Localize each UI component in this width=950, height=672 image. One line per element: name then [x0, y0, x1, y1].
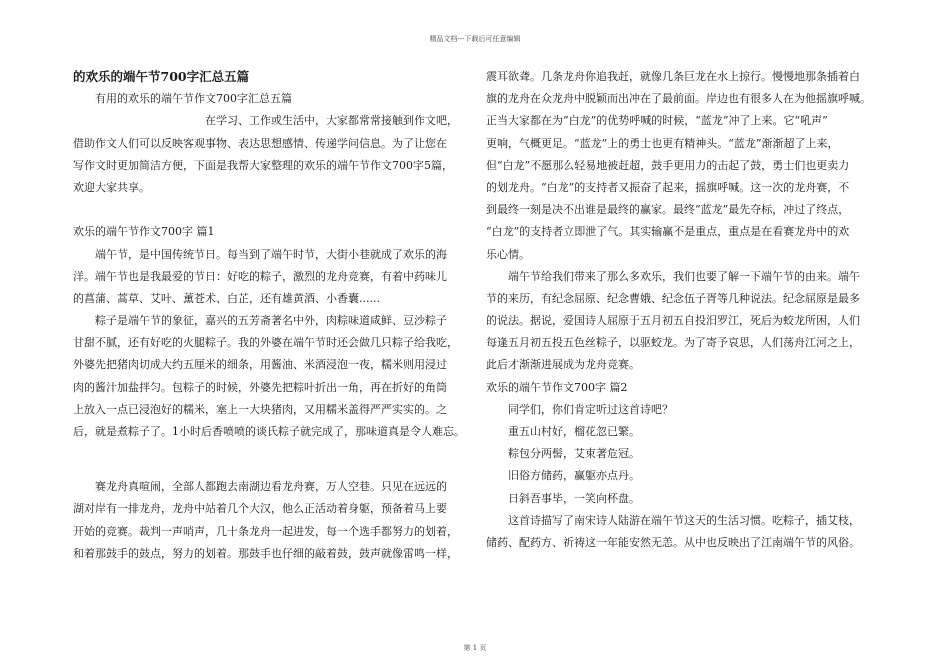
text-line: 的说法。据说，爱国诗人屈原于五月初五自投汨罗江，死后为蛟龙所困，人们: [486, 314, 860, 328]
text-line: 外婆先把猪肉切成大约五厘米的细条，用酱油、米酒浸泡一夜，糯米则用浸过: [73, 358, 447, 372]
text-line: 更响，气概更足。“蓝龙”上的勇士也更有精神头。“蓝龙”渐渐超了上来，: [486, 136, 839, 150]
text-line: 肉的酱汁加盐拌匀。包粽子的时候，外婆先把粽叶折出一角，再在折好的角筒: [73, 380, 447, 394]
text-line: “白龙”的支持者立即泄了气。其实输赢不是重点，重点是在看赛龙舟中的欢: [486, 225, 850, 239]
text-line: 湖对岸有一排龙舟，龙舟中站着几个大汉，他么正活动着身躯，预备着马上要: [73, 502, 447, 516]
text-line: 粽子是端午节的象征，嘉兴的五芳斋著名中外，肉粽味道咸鲜、豆沙粽子: [95, 314, 447, 328]
text-line: 节的来历，有纪念屈原、纪念曹娥、纪念伍子胥等几种说法。纪念屈原是最多: [486, 291, 860, 305]
text-line: 正当大家都在为“白龙”的优势呼喊的时候，“蓝龙”冲了上来。它“吼声”: [486, 114, 828, 128]
text-line: 到最终一刻是决不出谁是最终的赢家。最终“蓝龙”最先夺标，冲过了终点，: [486, 203, 850, 217]
text-line: 此后才渐渐进展成为龙舟竞赛。: [486, 358, 640, 372]
text-line: 借助作文人们可以反映客观事物、表达思想感情、传递学问信息。为了让您在: [73, 136, 447, 150]
section-heading: 欢乐的端午节作文700字 篇1: [73, 225, 215, 239]
text-line: 和着那鼓手的鼓点，努力的划着。那鼓手也仔细的敲着鼓，鼓声就像雷鸣一样，: [73, 546, 458, 560]
text-line: 上放入一点已浸泡好的糯米，塞上一大块猪肉，又用糯米盖得严严实实的。之: [73, 402, 447, 416]
text-line: 端午节给我们带来了那么多欢乐，我们也要了解一下端午节的由来。端午: [508, 269, 860, 283]
spacer: [73, 443, 463, 476]
text-line: 洋。端午节也是我最爱的节日：好吃的粽子，激烈的龙舟竞赛，有着中药味儿: [73, 269, 447, 283]
section-heading: 欢乐的端午节作文700字 篇2: [486, 380, 628, 394]
text-line: 这首诗描写了南宋诗人陆游在端午节这天的生活习惯。吃粽子，插艾枝，: [508, 513, 860, 527]
text-line: 开始的竞赛。裁判一声哨声，几十条龙舟一起进发，每一个选手都努力的划着，: [73, 524, 458, 538]
text-line: 欢迎大家共享。: [73, 180, 150, 194]
subtitle: 有用的欢乐的端午节作文700字汇总五篇: [95, 92, 292, 106]
document-title: 的欢乐的端午节700字汇总五篇: [73, 69, 250, 84]
right-column: [486, 66, 878, 554]
poem-line: 粽包分两髻，艾束著危冠。: [508, 447, 640, 461]
text-line: 但“白龙”不愿那么轻易地被赶超，鼓手更用力的击起了鼓，勇士们也更卖力: [486, 158, 850, 172]
text-line: 的划龙舟。“白龙”的支持者又振奋了起来，摇旗呼喊。这一次的龙舟赛，不: [486, 180, 850, 194]
text-line: 端午节，是中国传统节日。每当到了端午时节，大街小巷就成了欢乐的海: [95, 247, 447, 261]
text-line: 旗的龙舟在众龙舟中脱颖而出冲在了最前面。岸边也有很多人在为他摇旗呼喊。: [486, 92, 871, 106]
text-line: 的菖蒲、蒿草、艾叶、薰苍术、白芷，还有雄黄酒、小香囊......: [73, 291, 380, 305]
text-line: 后，就是煮粽子了。1小时后香喷喷的谈氏粽子就完成了，那味道真是令人难忘。: [73, 425, 465, 438]
text-line: 赛龙舟真喧闹，全部人都跑去南湖边看龙舟赛，万人空巷。只见在远远的: [95, 480, 447, 494]
poem-line: 旧俗方储药，赢躯亦点丹。: [508, 469, 640, 483]
page-number: 第 1 页: [463, 644, 487, 652]
text-line: 乐心情。: [486, 247, 530, 261]
text-line: 储药、配药方、祈祷这一年能安然无恙。从中也反映出了江南端午节的风俗。: [486, 535, 860, 549]
page-header: 精品文档---下载后可任意编辑: [429, 35, 521, 43]
text-line: 甘甜不腻，还有好吃的火腿粽子。我的外婆在端午节时还会做几只粽子给我吃，: [73, 336, 458, 350]
text-line: 写作文时更加简洁方便，下面是我帮大家整理的欢乐的端午节作文700字5篇，: [73, 158, 453, 172]
text-line: 同学们，你们肯定听过这首诗吧？: [508, 402, 673, 416]
left-column: [73, 66, 463, 565]
spacer: [73, 199, 463, 221]
text-line: 在学习、工作或生活中，大家都常常接触到作文吧，: [205, 114, 458, 128]
text-line: 震耳欲聋。几条龙舟你追我赶，就像几条巨龙在水上掠行。慢慢地那条插着白: [486, 70, 860, 83]
poem-line: 日斜吾事毕，一笑向杯盘。: [508, 491, 640, 505]
text-line: 每逢五月初五投五色丝粽子，以驱蛟龙。为了寄予哀思，人们荡舟江河之上，: [486, 336, 860, 350]
poem-line: 重五山村好，榴花忽已繁。: [508, 425, 640, 438]
